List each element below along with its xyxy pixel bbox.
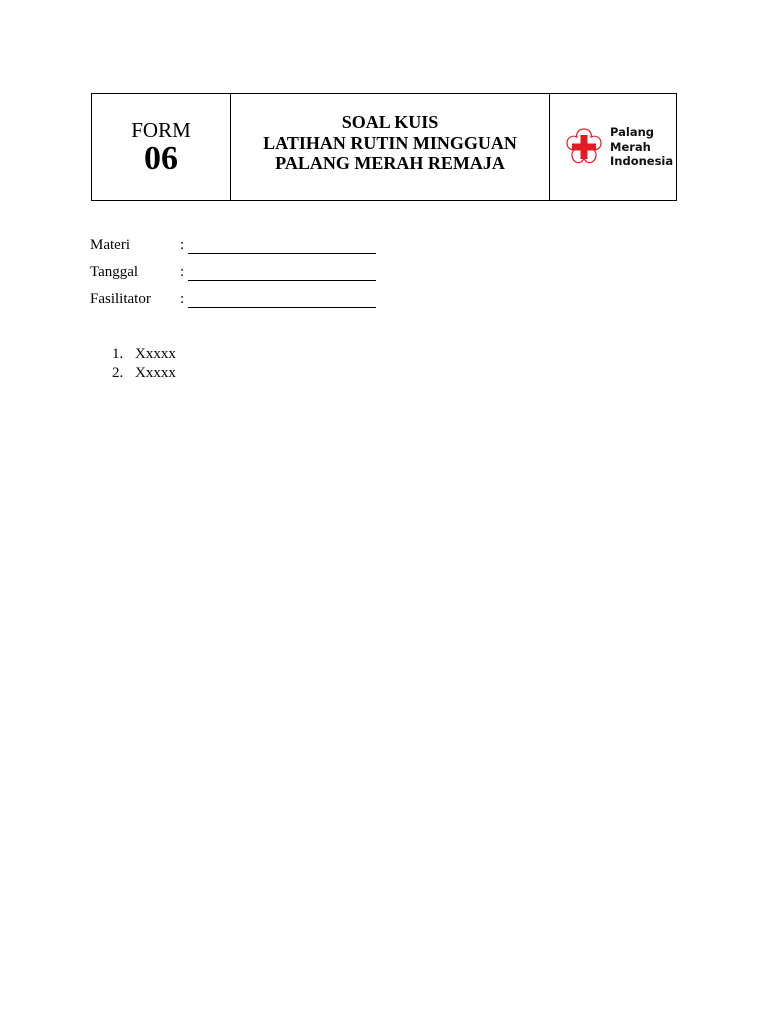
field-colon: :	[180, 264, 185, 280]
form-fields	[90, 237, 376, 318]
form-label: FORM	[131, 118, 191, 142]
list-item	[112, 364, 176, 383]
list-text: Xxxxx	[135, 346, 176, 362]
logo-text	[610, 125, 673, 169]
field-row-tanggal	[90, 264, 376, 291]
field-label: Materi	[90, 237, 130, 253]
field-row-materi	[90, 237, 376, 264]
list-text: Xxxxx	[135, 365, 176, 381]
title-line-2: LATIHAN RUTIN MINGGUAN	[263, 132, 517, 153]
form-header	[91, 93, 677, 201]
logo-line-3: Indonesia	[610, 154, 674, 169]
field-label: Tanggal	[90, 264, 139, 280]
tanggal-blank-line[interactable]	[188, 264, 376, 281]
logo-line-1: Palang	[610, 125, 655, 140]
logo-cell	[550, 94, 676, 200]
field-colon: :	[180, 291, 185, 307]
form-id-cell	[92, 94, 231, 200]
red-cross-flower-icon	[564, 126, 604, 168]
fasilitator-blank-line[interactable]	[188, 291, 376, 308]
list-item	[112, 345, 176, 364]
list-number: 2.	[112, 365, 124, 381]
title-line-3: PALANG MERAH REMAJA	[275, 153, 505, 174]
field-row-fasilitator	[90, 291, 376, 318]
field-colon: :	[180, 237, 185, 253]
form-number: 06	[144, 140, 178, 177]
title-line-1: SOAL KUIS	[341, 112, 439, 133]
materi-blank-line[interactable]	[188, 237, 376, 254]
question-list	[112, 345, 176, 383]
form-title-cell	[231, 94, 550, 200]
list-number: 1.	[112, 346, 124, 362]
field-label: Fasilitator	[90, 291, 151, 307]
logo-line-2: Merah	[610, 139, 651, 154]
